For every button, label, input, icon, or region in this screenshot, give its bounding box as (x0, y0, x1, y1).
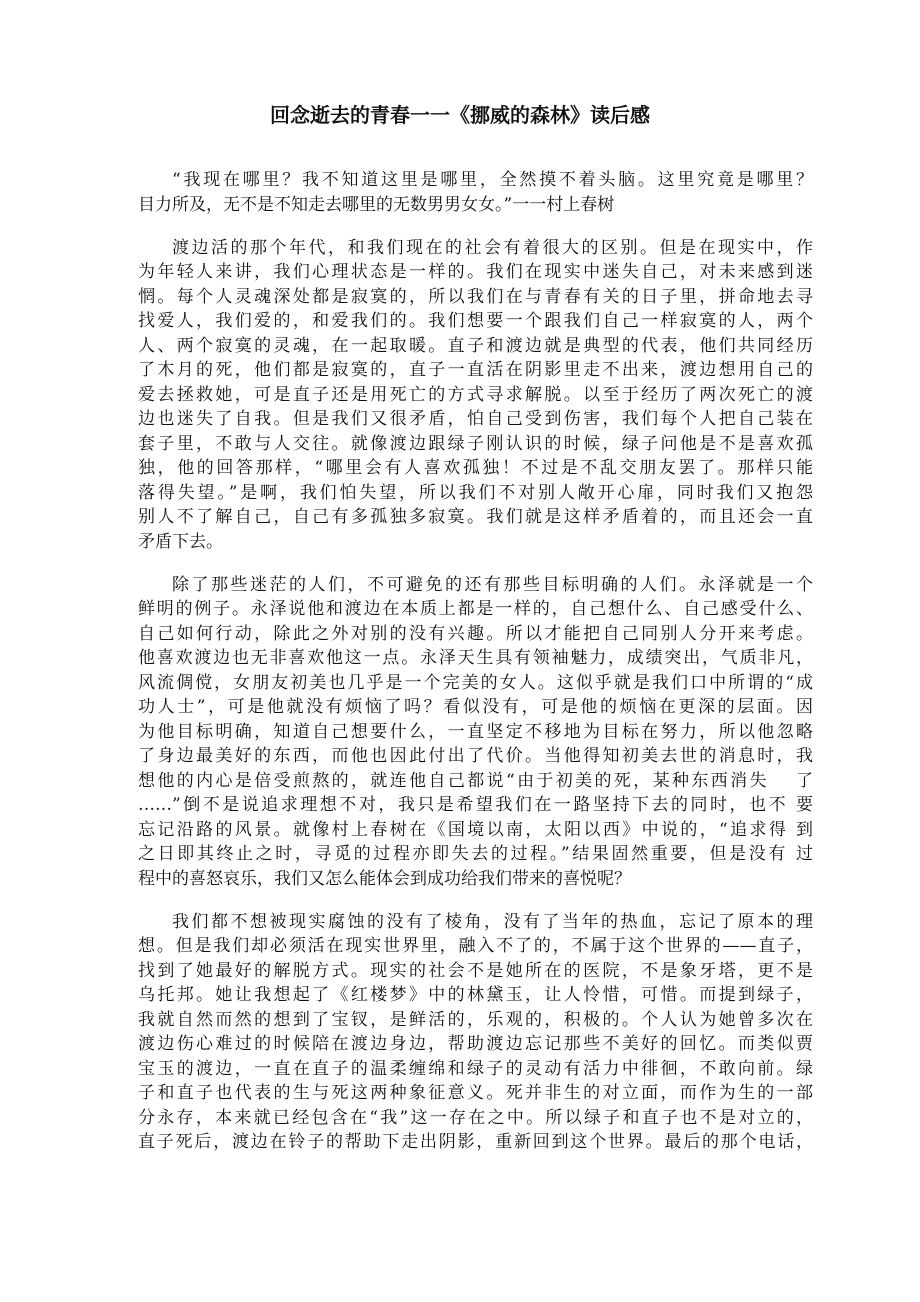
text-line: 找到了她最好的解脱方式。现实的社会不是她所在的医院，不是象牙塔，更不是 (138, 960, 813, 981)
text-line: 直子死后，渡边在铃子的帮助下走出阴影，重新回到这个世界。最后的那个电话， (138, 1132, 813, 1152)
text-line: 落得失望。”是啊，我们怕失望，所以我们不对别人敞开心扉，同时我们又抱怨 (138, 482, 813, 503)
paragraph (138, 573, 813, 892)
text-line: 了木月的死，他们都是寂寞的，直子一直活在阴影里走不出来，渡边想用自己的 (138, 360, 813, 380)
text-line: 别人不了解自己，自己有多孤独多寂寞。我们就是这样矛盾着的，而且还会一直 (138, 507, 813, 527)
text-line: 为他目标明确，知道自己想要什么，一直坚定不移地为目标在努力，所以他忽略 (138, 721, 813, 742)
text-line: 想。但是我们却必须活在现实世界里，融入不了的，不属于这个世界的——直子， (138, 936, 813, 956)
text-line: 鲜明的例子。永泽说他和渡边在本质上都是一样的，自己想什么、自己感受什么、 (138, 599, 813, 619)
text-line: 忘记沿路的风景。就像村上春树在《国境以南，太阳以西》中说的，“追求得 到 (138, 819, 813, 840)
paragraph (138, 168, 813, 217)
text-line: 子和直子也代表的生与死这两种象征意义。死并非生的对立面，而作为生的一部 (138, 1083, 813, 1103)
text-line: 渡边活的那个年代，和我们现在的社会有着很大的区别。但是在现实中，作 (172, 237, 813, 258)
text-line: 程中的喜怒哀乐，我们又怎么能体会到成功给我们带来的喜悦呢？ (138, 868, 631, 889)
text-line: 乌托邦。她让我想起了《红楼梦》中的林黛玉，让人怜惜，可惜。而提到绿子， (138, 985, 813, 1005)
paragraph (138, 236, 813, 555)
text-line: 了身边最美好的东西，而他也因此付出了代价。当他得知初美去世的消息时，我 (138, 746, 813, 766)
text-line: 独，他的回答那样，“哪里会有人喜欢孤独！不过是不乱交朋友罢了。那样只能 (138, 458, 813, 478)
text-line: 边也迷失了自我。但是我们又很矛盾，怕自己受到伤害，我们每个人把自己装在 (138, 409, 813, 429)
text-line: 自己如何行动，除此之外对别的没有兴趣。所以才能把自己同别人分开来考虑。 (138, 623, 813, 644)
text-line: 分永存，本来就已经包含在“我”这一存在之中。所以绿子和直子也不是对立的， (138, 1107, 813, 1128)
text-line: 之日即其终止之时，寻觅的过程亦即失去的过程。”结果固然重要，但是没有 过 (138, 844, 813, 864)
text-line: 功人士”，可是他就没有烦恼了吗？看似没有，可是他的烦恼在更深的层面。因 (138, 697, 813, 717)
text-line: 除了那些迷茫的人们，不可避免的还有那些目标明确的人们。永泽就是一个 (172, 574, 813, 595)
text-line: 目力所及，无不是不知走去哪里的无数男男女女。”一一村上春树 (138, 194, 615, 215)
text-line: 我们都不想被现实腐蚀的没有了棱角，没有了当年的热血，忘记了原本的理 (172, 911, 813, 932)
text-line: ……”倒不是说追求理想不对，我只是希望我们在一路坚持下去的同时，也不 要 (138, 795, 813, 815)
text-line: “我现在哪里？我不知道这里是哪里，全然摸不着头脑。这里究竟是哪里？ (172, 170, 813, 190)
text-line: 想他的内心是倍受煎熬的，就连他自己都说“由于初美的死，某种东西消失 了 (138, 770, 813, 791)
paragraph (138, 910, 813, 1155)
document-body (138, 168, 813, 1173)
document-title: 回念逝去的青春一一《挪威的森林》读后感 (270, 103, 650, 127)
text-line: 惘。每个人灵魂深处都是寂寞的，所以我们在与青春有关的日子里，拼命地去寻 (138, 286, 813, 307)
text-line: 套子里，不敢与人交往。就像渡边跟绿子刚认识的时候，绿子问他是不是喜欢孤 (138, 433, 813, 454)
text-line: 为年轻人来讲，我们心理状态是一样的。我们在现实中迷失自己，对未来感到迷 (138, 262, 813, 282)
text-line: 风流倜傥，女朋友初美也几乎是一个完美的女人。这似乎就是我们口中所谓的“成 (138, 672, 813, 693)
text-line: 爱去拯救她，可是直子还是用死亡的方式寻求解脱。以至于经历了两次死亡的渡 (138, 384, 813, 405)
text-line: 渡边伤心难过的时候陪在渡边身边，帮助渡边忘记那些不美好的回忆。而类似贾 (138, 1034, 813, 1054)
text-line: 矛盾下去。 (138, 531, 223, 552)
text-line: 他喜欢渡边也无非喜欢他这一点。永泽天生具有领袖魅力，成绩突出，气质非凡， (138, 648, 813, 668)
text-line: 宝玉的渡边，一直在直子的温柔缠绵和绿子的灵动有活力中徘徊，不敢向前。绿 (138, 1058, 813, 1079)
text-line: 找爱人，我们爱的，和爱我们的。我们想要一个跟我们自己一样寂寞的人，两个 (138, 311, 813, 331)
text-line: 人、两个寂寞的灵魂，在一起取暖。直子和渡边就是典型的代表，他们共同经历 (138, 335, 813, 356)
text-line: 我就自然而然的想到了宝钗，是鲜活的，乐观的，积极的。个人认为她曾多次在 (138, 1009, 813, 1030)
